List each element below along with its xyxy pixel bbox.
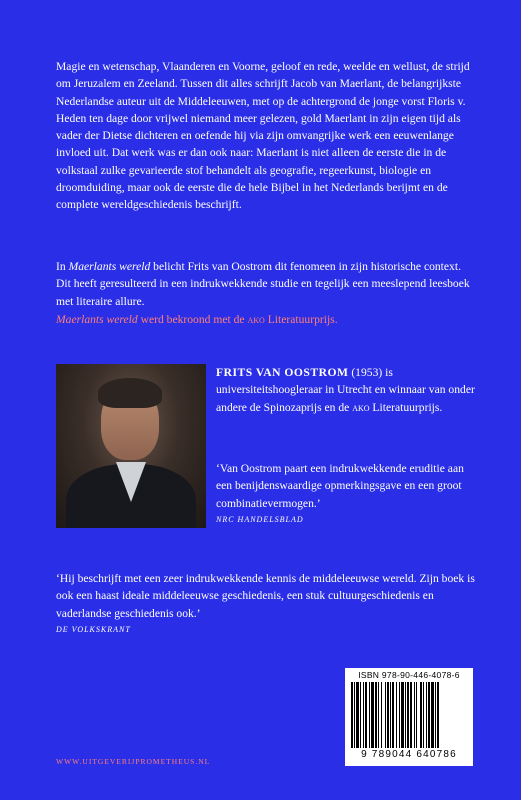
isbn-label: ISBN 978-90-446-4078-6 bbox=[358, 670, 460, 680]
barcode-bar bbox=[360, 682, 361, 748]
author-bio bbox=[216, 364, 476, 416]
barcode-bar bbox=[396, 682, 397, 748]
barcode-bar bbox=[378, 682, 379, 748]
barcode-bar bbox=[354, 682, 355, 748]
barcode-bar bbox=[399, 682, 400, 748]
barcode-bar bbox=[423, 682, 424, 748]
quote-text: ‘Hij beschrijft met een zeer indrukwekkende kennis de middeleeuwse wereld. Zijn boek is ook een haast ideale middeleeuwse geschiedenis, een stuk cultuurgeschiedenis en vaderlandse geschiedenis ook.’ bbox=[56, 572, 475, 620]
book-title: Maerlants wereld bbox=[68, 260, 151, 273]
barcode-bar bbox=[410, 682, 412, 748]
quote-text: ‘Van Oostrom paart een indrukwekkende eruditie aan een benijdenswaardige opmerkingsgave en een groot combinatievermogen.’ bbox=[216, 462, 464, 510]
barcode-bars bbox=[351, 682, 467, 748]
barcode-bar bbox=[392, 682, 394, 748]
author-name: FRITS VAN OOSTROM bbox=[216, 366, 349, 379]
author-photo bbox=[56, 364, 206, 528]
barcode-bar bbox=[428, 682, 430, 748]
barcode-bar bbox=[365, 682, 367, 748]
barcode-bar bbox=[351, 682, 353, 748]
barcode-bar bbox=[407, 682, 409, 748]
barcode-bar bbox=[435, 682, 436, 748]
barcode-bar bbox=[371, 682, 374, 748]
p2-rest: belicht Frits van Oostrom dit fenomeen in zijn historische context. Dit heeft geresulteerd in een indrukwekkende studie en tegelijk een meeslepend leesboek met literaire allure. bbox=[56, 260, 470, 308]
quote-source: NRC HANDELSBLAD bbox=[216, 514, 304, 524]
barcode-bar bbox=[381, 682, 382, 748]
barcode-bar bbox=[401, 682, 404, 748]
context-paragraph bbox=[56, 258, 474, 310]
author-ako: ako bbox=[352, 400, 370, 414]
publisher-website: WWW.UITGEVERIJPROMETHEUS.NL bbox=[56, 757, 211, 766]
barcode-bar bbox=[390, 682, 391, 748]
award-mid: werd bekroond met de bbox=[137, 313, 248, 326]
barcode-bar bbox=[375, 682, 377, 748]
award-end: Literatuurprijs. bbox=[264, 313, 338, 326]
review-quote-nrc bbox=[216, 460, 476, 527]
barcode-bar bbox=[420, 682, 422, 748]
barcode-bar bbox=[387, 682, 389, 748]
author-bio-a: (1953) is universiteitshoogleraar in Utrecht en winnaar van onder andere de Spinozaprijs en de bbox=[216, 366, 475, 414]
award-ako: ako bbox=[247, 313, 265, 326]
barcode-bar bbox=[431, 682, 434, 748]
barcode-bar bbox=[385, 682, 386, 748]
award-book-title: Maerlants wereld bbox=[56, 313, 138, 326]
quote-source: DE VOLKSKRANT bbox=[56, 624, 131, 634]
review-quote-volkskrant bbox=[56, 570, 476, 637]
isbn-barcode bbox=[345, 668, 473, 766]
barcode-bar bbox=[356, 682, 359, 748]
barcode-digits: 9 789044 640786 bbox=[361, 749, 457, 760]
blurb-paragraph: Magie en wetenschap, Vlaanderen en Voorne, geloof en rede, weelde en wellust, de strijd om Jeruzalem en Zeeland. Tussen dit alles schrijft Jacob van Maerlant, de belangrijkste Nederlandse auteur uit de Middeleeuwen, met op de achtergrond de jonge vorst Floris v. Heden ten dage door vrijwel niemand meer gelezen, gold Maerlant in zijn eigen tijd als vader der Dietse dichteren en oefende hij via zijn omvangrijke werk een eeuwenlange invloed uit. Dat werk was er dan ook naar: Maerlant is niet alleen de eerste die in de volkstaal zulke gevarieerde stof behandelt als geografie, regeerkunst, biologie en droomduiding, maar ook de eerste die de hele Bijbel in het Nederlands berijmt en de complete wereldgeschiedenis beschrijft. bbox=[56, 60, 470, 212]
p2-prefix: In bbox=[56, 260, 69, 273]
award-line bbox=[56, 311, 474, 328]
barcode-bar bbox=[414, 682, 415, 748]
barcode-bar bbox=[416, 682, 417, 748]
barcode-bar bbox=[369, 682, 370, 748]
barcode-bar bbox=[437, 682, 439, 748]
barcode-bar bbox=[426, 682, 427, 748]
photo-hair bbox=[98, 378, 162, 408]
barcode-bar bbox=[405, 682, 406, 748]
author-bio-b: Literatuurprijs. bbox=[369, 400, 443, 414]
barcode-bar bbox=[363, 682, 364, 748]
